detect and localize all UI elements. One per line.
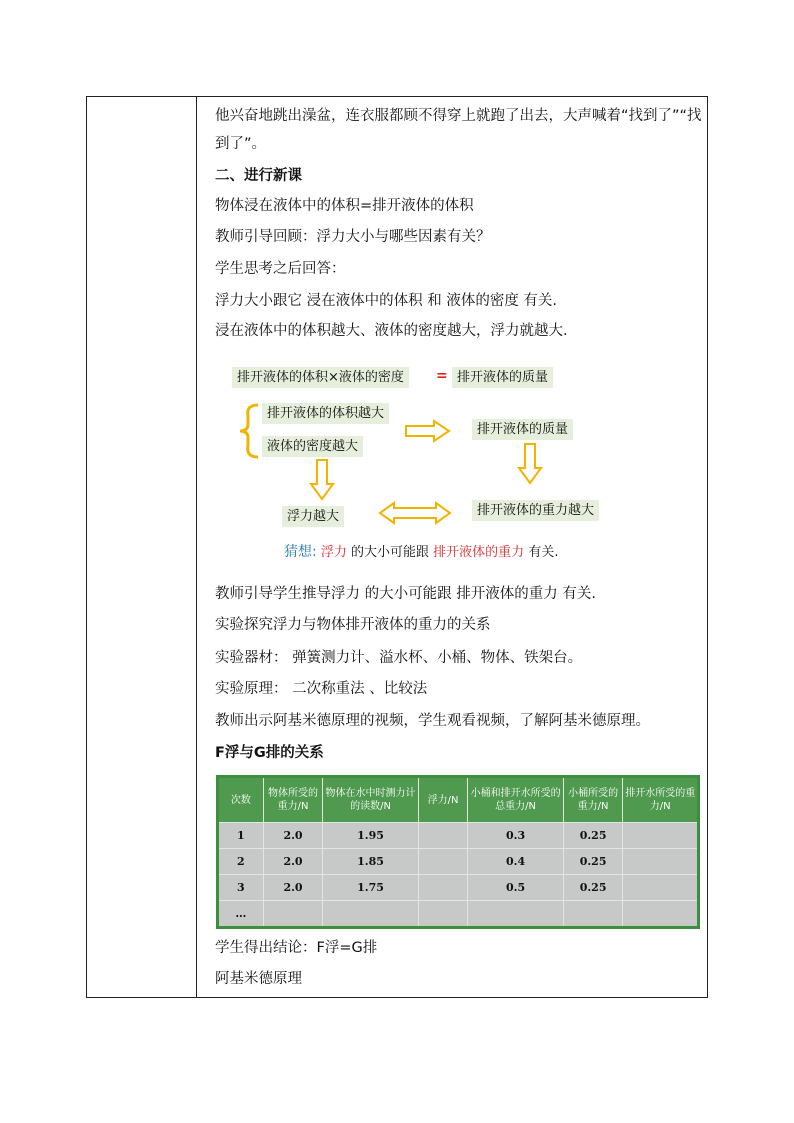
table-cell: [623, 901, 699, 928]
condition-density: 液体的密度越大: [262, 436, 363, 457]
guess-weight: 排开液体的重力: [433, 545, 525, 560]
table-header-row: [218, 777, 699, 823]
story-paragraph: 他兴奋地跳出澡盆，连衣服都顾不得穿上就跑了出去，大声喊着“找到了”“找到了”。: [215, 108, 702, 152]
text-line: 学生思考之后回答：: [215, 261, 346, 277]
table-cell: [418, 875, 468, 901]
equals-sign: =: [436, 368, 448, 384]
column-divider: [196, 96, 197, 998]
text-line: 实验器材： 弹簧测力计、溢水杯、小桶、物体、铁架台。: [215, 650, 583, 666]
formula-left: 排开液体的体积×液体的密度: [232, 367, 409, 388]
table-cell: 2.0: [263, 875, 323, 901]
table-cell: …: [218, 901, 264, 928]
table-cell: [263, 901, 323, 928]
table-cell: 0.25: [563, 875, 623, 901]
header-cell: 小桶和排开水所受的总重力/N: [468, 777, 563, 823]
table-row: [218, 901, 699, 928]
reasoning-diagram: [228, 360, 628, 570]
table-cell: [623, 823, 699, 849]
text-line: 阿基米德原理: [215, 971, 302, 987]
header-cell: 物体在水中时测力计的读数/N: [323, 777, 418, 823]
table-cell: 0.5: [468, 875, 563, 901]
text-line: 教师出示阿基米德原理的视频，学生观看视频，了解阿基米德原理。: [215, 713, 650, 729]
header-cell: 次数: [218, 777, 264, 823]
table-cell: [418, 849, 468, 875]
table-cell: 2: [218, 849, 264, 875]
condition-volume: 排开液体的体积越大: [262, 403, 389, 424]
table-cell: [323, 901, 418, 928]
text-line: 教师引导学生推导浮力 的大小可能跟 排开液体的重力 有关.: [215, 586, 596, 602]
guess-buoyancy: 浮力: [320, 545, 347, 560]
table-cell: [623, 849, 699, 875]
table-cell: 3: [218, 875, 264, 901]
table-cell: 1.75: [323, 875, 418, 901]
table-cell: 1.95: [323, 823, 418, 849]
conclusion: 学生得出结论：F浮=G排: [215, 940, 378, 956]
table-row: [218, 849, 699, 875]
table-cell: 2.0: [263, 823, 323, 849]
down-arrow-icon: [308, 458, 336, 502]
text-line: 实验原理： 二次称重法 、比较法: [215, 681, 428, 697]
formula-right: 排开液体的质量: [452, 367, 553, 388]
text-line: 物体浸在液体中的体积=排开液体的体积: [215, 198, 474, 214]
down-arrow-icon: [516, 442, 544, 486]
result-buoyancy: 浮力越大: [282, 506, 344, 527]
table-cell: [563, 901, 623, 928]
table-cell: 2.0: [263, 849, 323, 875]
table-cell: 0.4: [468, 849, 563, 875]
table-cell: [418, 823, 468, 849]
table-cell: 0.25: [563, 823, 623, 849]
right-arrow-icon: [404, 418, 452, 444]
text-line: 教师引导回顾：浮力大小与哪些因素有关？: [215, 229, 491, 245]
header-cell: 物体所受的重力/N: [263, 777, 323, 823]
table-cell: [418, 901, 468, 928]
table-cell: 1: [218, 823, 264, 849]
table-cell: [623, 875, 699, 901]
text-line: 实验探究浮力与物体排开液体的重力的关系: [215, 617, 491, 633]
experiment-table: [216, 775, 700, 929]
header-cell: 小桶所受的重力/N: [563, 777, 623, 823]
guess-label: 猜想: [284, 544, 312, 560]
text-line: 浮力大小跟它 浸在液体中的体积 和 液体的密度 有关.: [215, 293, 558, 309]
section-title: 二、进行新课: [215, 168, 302, 184]
guess-line: [284, 541, 558, 561]
table-row: [218, 823, 699, 849]
result-weight: 排开液体的重力越大: [472, 500, 599, 521]
guess-end: 有关.: [528, 545, 559, 560]
table-cell: 1.85: [323, 849, 418, 875]
guess-colon: :: [312, 544, 317, 560]
guess-middle: 的大小可能跟: [351, 545, 430, 560]
double-arrow-icon: [378, 500, 452, 526]
text-line: 浸在液体中的体积越大、液体的密度越大，浮力就越大.: [215, 323, 568, 339]
table-cell: [468, 901, 563, 928]
table-heading: F浮与G排的关系: [215, 745, 324, 761]
result-mass: 排开液体的质量: [472, 419, 573, 440]
table-cell: 0.25: [563, 849, 623, 875]
header-cell: 排开水所受的重力/N: [623, 777, 699, 823]
table-row: [218, 875, 699, 901]
table-cell: 0.3: [468, 823, 563, 849]
header-cell: 浮力/N: [418, 777, 468, 823]
